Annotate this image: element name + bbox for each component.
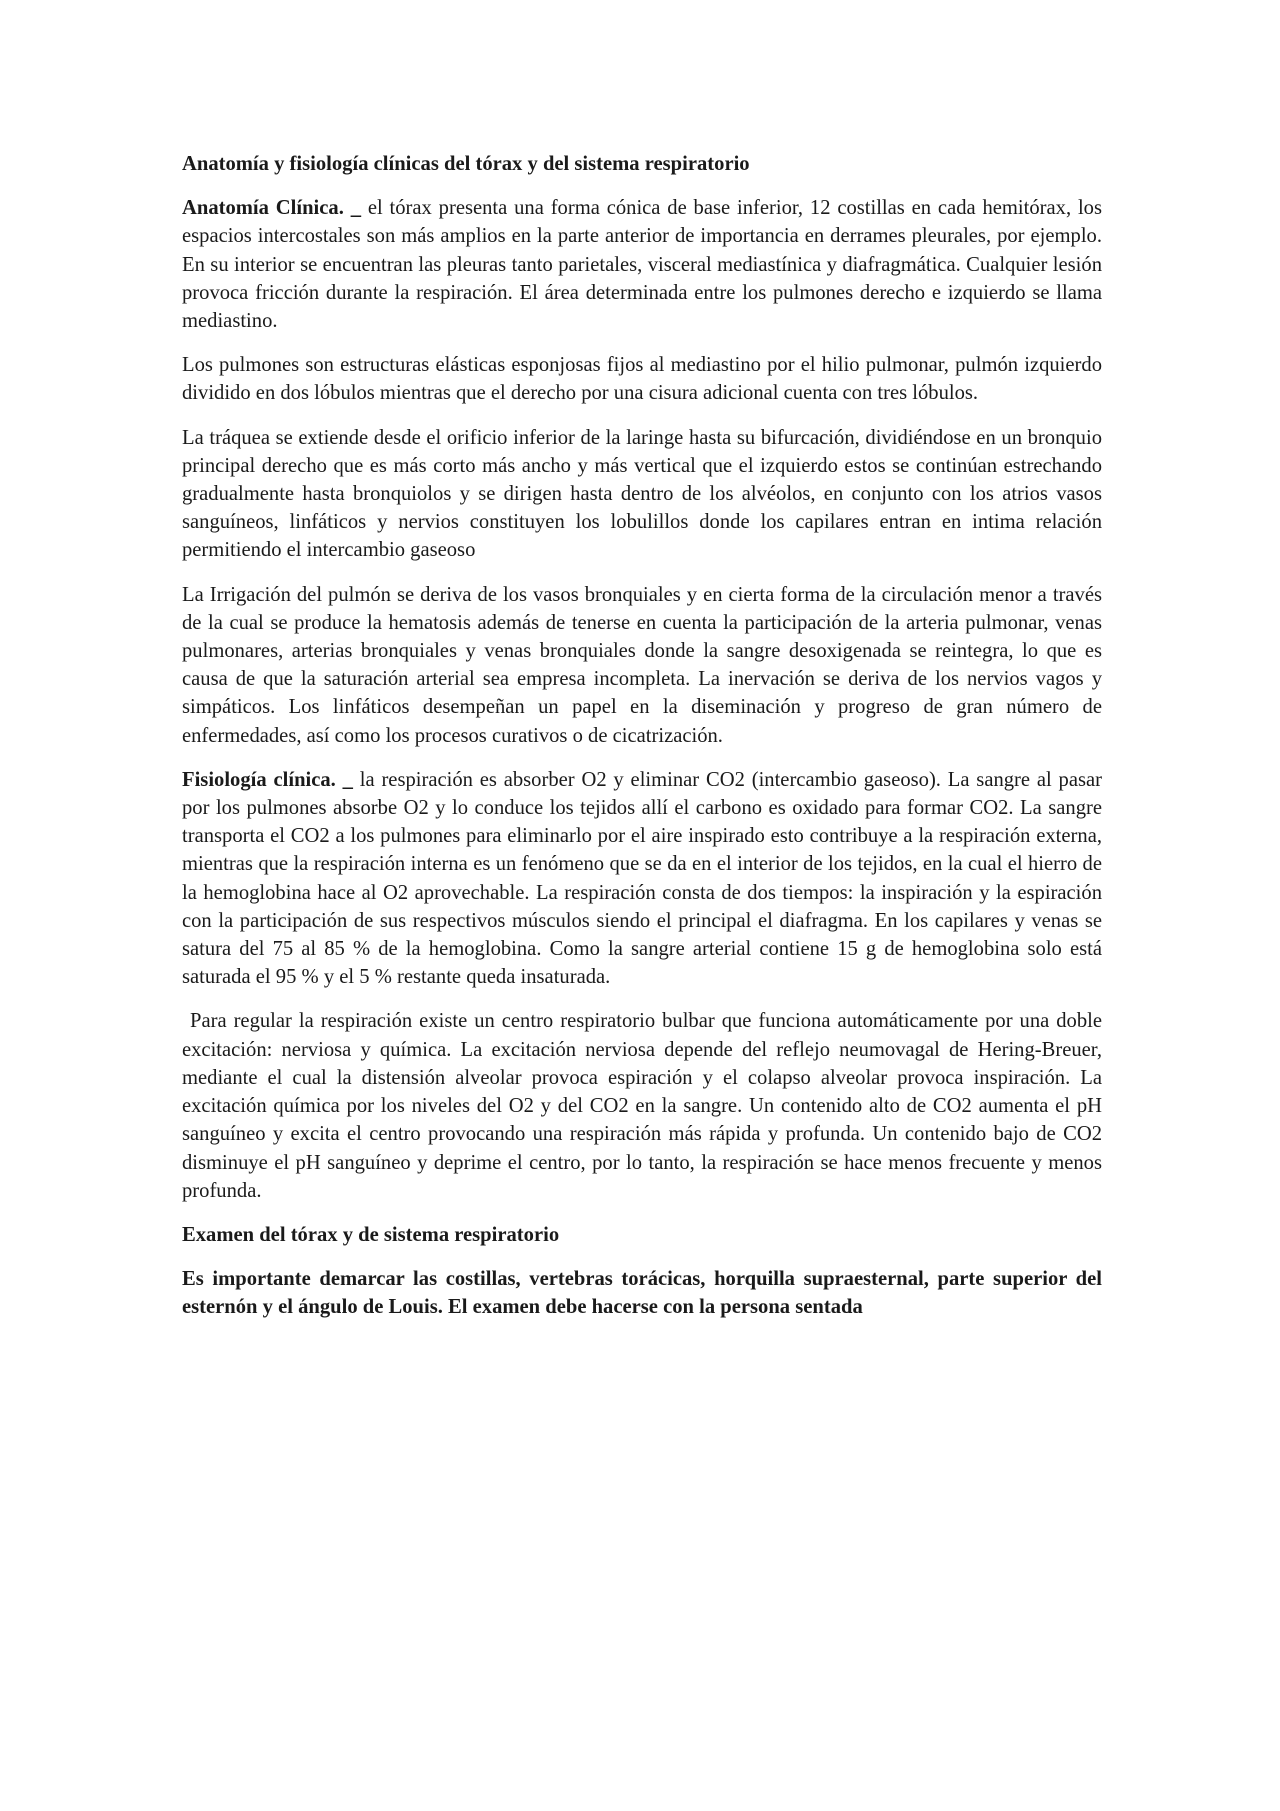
paragraph-pulmones: Los pulmones son estructuras elásticas esponjosas fijos al mediastino por el hilio pulmonar, pulmón izquierdo dividido en dos lóbulos mientras que el derecho por una cisura adicional cuenta con tres lóbulos. <box>182 354 1102 405</box>
paragraph-text: la respiración es absorber O2 y eliminar CO2 (intercambio gaseoso). La sangre al pasar por los pulmones absorbe O2 y lo conduce los tejidos allí el carbono es oxidado para formar CO2. La sangre transporta el CO2 a los pulmones para eliminarlo por el aire inspirado esto contribuye a la respiración externa, mientras que la respiración interna es un fenómeno que se da en el interior de los tejidos, en la cual el hierro de la hemoglobina hace al O2 aprovechable. La respiración consta de dos tiempos: la inspiración y la espiración con la participación de sus respectivos músculos siendo el principal el diafragma. En los capilares y venas se satura del 75 al 85 % de la hemoglobina. Como la sangre arterial contiene 15 g de hemoglobina solo está saturada el 95 % y el 5 % restante queda insaturada. <box>182 768 1103 989</box>
section-heading-examen: Examen del tórax y de sistema respiratorio <box>182 1223 560 1246</box>
section-lead-anatomia: Anatomía Clínica. _ <box>182 197 361 220</box>
paragraph-irrigacion: La Irrigación del pulmón se deriva de los vasos bronquiales y en cierta forma de la circulación menor a través de la cual se produce la hematosis además de tenerse en cuenta la participación de la arteria pulmonar, venas pulmonares, arterias bronquiales y venas bronquiales donde la sangre desoxigenada se reintegra, lo que es causa de que la saturación arterial sea empresa incompleta. La inervación se deriva de los nervios vagos y simpáticos. Los linfáticos desempeñan un papel en la diseminación y progreso de gran número de enfermedades, así como los procesos curativos o de cicatrización. <box>182 583 1102 747</box>
paragraph-anatomia-clinica <box>182 194 1102 335</box>
paragraph-fisiologia-clinica <box>182 766 1102 992</box>
paragraph-examen-bold: Es importante demarcar las costillas, vertebras torácicas, horquilla supraesternal, parte superior del esternón y el ángulo de Louis. El examen debe hacerse con la persona sentada <box>182 1268 1102 1319</box>
paragraph-text: el tórax presenta una forma cónica de base inferior, 12 costillas en cada hemitórax, los espacios intercostales son más amplios en la parte anterior de importancia en derrames pleurales, por ejemplo. En su interior se encuentran las pleuras tanto parietales, visceral mediastínica y diafragmática. Cualquier lesión provoca fricción durante la respiración. El área determinada entre los pulmones derecho e izquierdo se llama mediastino. <box>182 197 1102 333</box>
document-title: Anatomía y fisiología clínicas del tórax y del sistema respiratorio <box>182 153 750 175</box>
document-page <box>182 150 1102 1338</box>
paragraph-traquea: La tráquea se extiende desde el orificio inferior de la laringe hasta su bifurcación, dividiéndose en un bronquio principal derecho que es más corto más ancho y más vertical que el izquierdo estos se continúan estrechando gradualmente hasta bronquiolos y se dirigen hasta dentro de los alvéolos, en conjunto con los atrios vasos sanguíneos, linfáticos y nervios constituyen los lobulillos donde los capilares entran en intima relación permitiendo el intercambio gaseoso <box>182 426 1102 562</box>
paragraph-regulacion: Para regular la respiración existe un centro respiratorio bulbar que funciona automáticamente por una doble excitación: nerviosa y química. La excitación nerviosa depende del reflejo neumovagal de Hering-Breuer, mediante el cual la distensión alveolar provoca espiración y el colapso alveolar provoca inspiración. La excitación química por los niveles del O2 y del CO2 en la sangre. Un contenido alto de CO2 aumenta el pH sanguíneo y excita el centro provocando una respiración más rápida y profunda. Un contenido bajo de CO2 disminuye el pH sanguíneo y deprime el centro, por lo tanto, la respiración se hace menos frecuente y menos profunda. <box>182 1010 1102 1202</box>
section-lead-fisiologia: Fisiología clínica. _ <box>182 768 353 791</box>
